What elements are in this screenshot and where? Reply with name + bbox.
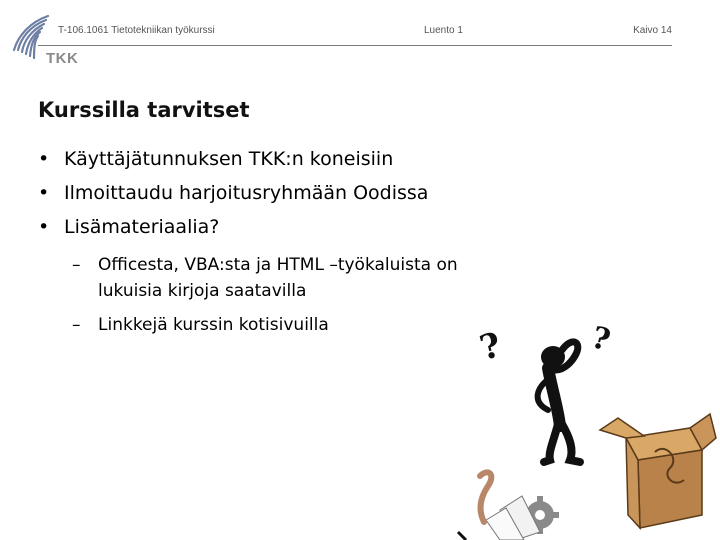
confused-figure-with-box-icon: [440, 310, 720, 540]
bullet-item: [38, 176, 428, 210]
sub-bullet-dash: –: [72, 255, 81, 275]
bullet-dot: •: [38, 182, 50, 204]
author-label: Kaivo 14: [633, 25, 672, 36]
svg-text:?: ?: [587, 320, 614, 359]
bullet-text: Ilmoittaudu harjoitusryhmään Oodissa: [64, 182, 429, 204]
bullet-dot: •: [38, 216, 50, 238]
header-divider: [38, 45, 672, 46]
sub-bullet-item: [72, 312, 498, 338]
slide-title: Kurssilla tarvitset: [38, 98, 250, 122]
bullet-text: Käyttäjätunnuksen TKK:n koneisiin: [64, 148, 394, 170]
logo-text: TKK: [46, 50, 79, 67]
lecture-label: Luento 1: [424, 25, 463, 36]
bullet-dot: •: [38, 148, 50, 170]
course-name: T-106.1061 Tietotekniikan työkurssi: [58, 25, 215, 36]
bullet-text: Lisämateriaalia?: [64, 216, 220, 238]
svg-text:?: ?: [475, 325, 506, 369]
bullet-item: [38, 142, 428, 176]
sub-bullet-list: [72, 252, 498, 338]
sub-bullet-text: Officesta, VBA:sta ja HTML –työkaluista on lukuisia kirjoja saatavilla: [98, 255, 458, 301]
sub-bullet-item: [72, 252, 498, 304]
bullet-list: [38, 142, 428, 244]
bullet-item: [38, 210, 428, 244]
sub-bullet-dash: –: [72, 315, 81, 335]
sub-bullet-text: Linkkejä kurssin kotisivuilla: [98, 315, 329, 335]
